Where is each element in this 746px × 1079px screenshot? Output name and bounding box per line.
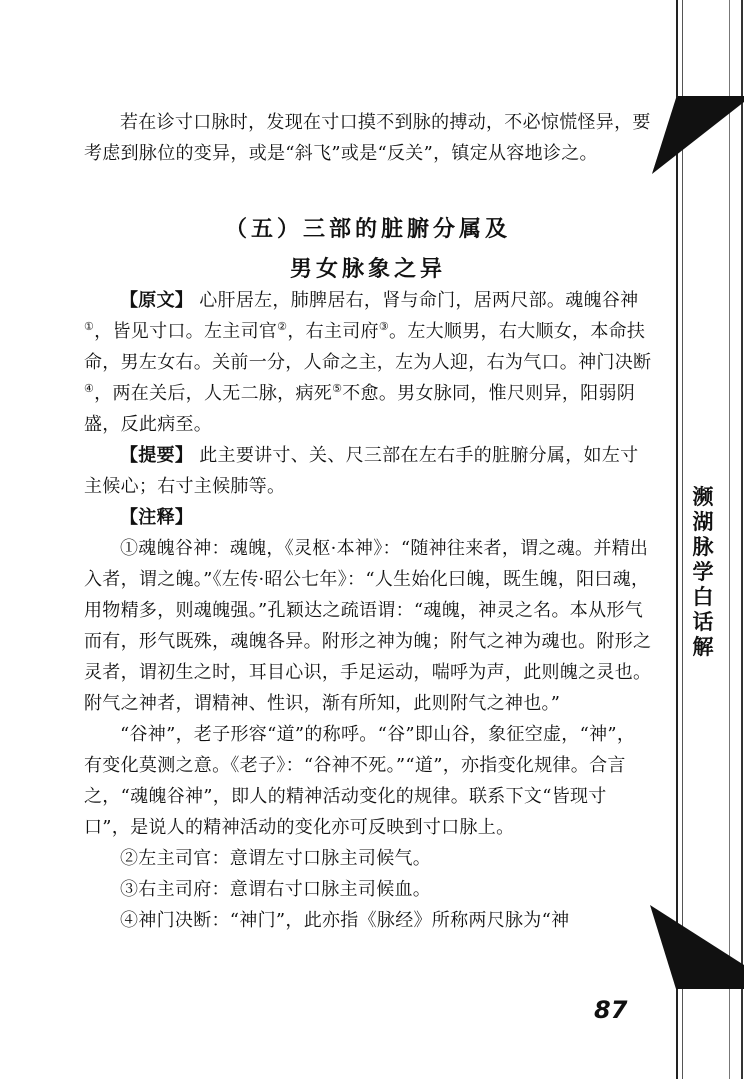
footnote-ref: ④: [84, 382, 95, 395]
yuanwen-text: ，右主司府: [287, 321, 379, 342]
note-paragraph: ③右主司府：意谓右寸口脉主司候血。: [120, 879, 432, 900]
yuanwen-text: 。左大顺男，右大顺女，本命扶命，男左女右。关前一分，人命之主，左为人迎，右为气口。神门决断: [84, 321, 652, 373]
yuanwen-text: ，皆见寸口。左主司官: [94, 321, 278, 342]
note-paragraph: ①魂魄谷神：魂魄，《灵枢·本神》：“随神往来者，谓之魂。并精出入者，谓之魄。”《左传·昭公七年》：“人生始化曰魄，既生魄，阳曰魂，用物精多，则魂魄强。”孔颖达之疏语谓：“魂魄，神灵之名。本从形气而有，形气既殊，魂魄各异。附形之神为魄；附气之神为魂也。附形之灵者，谓初生之时，耳目心识，手足运动，喘呼为声，此则魄之灵也。附气之神者，谓精神、性识，渐有所知，此则附气之神也。”: [84, 538, 652, 714]
yuanwen-text: 不愈。男女脉同，惟尺则异，阳弱阴盛，反此病至。: [84, 383, 636, 435]
zhushi-label: 【注释】: [120, 507, 194, 528]
note-paragraph: “谷神”，老子形容“道”的称呼。“谷”即山谷，象征空虚，“神”，有变化莫测之意。《老子》：“谷神不死。”“道”，亦指变化规律。合言之，“魂魄谷神”，即人的精神活动变化的规律。联系下文“皆现寸口”，是说人的精神活动的变化亦可反映到寸口脉上。: [84, 724, 636, 838]
book-title-char: 学: [692, 560, 714, 584]
note-paragraph: ②左主司官：意谓左寸口脉主司候气。: [120, 848, 432, 869]
tiyao-text: 此主要讲寸、关、尺三部在左右手的脏腑分属，如左寸主候心；右寸主候肺等。: [84, 445, 639, 497]
corner-triangle-bottom-icon: [650, 905, 744, 989]
book-title-char: 湖: [692, 510, 714, 534]
footnote-ref: ①: [84, 320, 95, 333]
footnote-ref: ②: [277, 320, 288, 333]
book-title-char: 白: [692, 585, 714, 609]
book-title-char: 话: [692, 610, 714, 634]
book-title-char: 脉: [692, 535, 714, 559]
note-paragraph: ④神门决断：“神门”，此亦指《脉经》所称两尺脉为“神: [120, 910, 570, 931]
tiyao-label: 【提要】: [120, 445, 194, 466]
footnote-ref: ⑤: [332, 382, 343, 395]
book-title-char: 解: [692, 635, 714, 659]
corner-triangle-top-icon: [652, 96, 744, 176]
book-title-char: 濒: [692, 485, 714, 509]
yuanwen-label: 【原文】: [120, 290, 194, 311]
book-title-vertical: [676, 485, 730, 660]
intro-paragraph: 若在诊寸口脉时，发现在寸口摸不到脉的搏动，不必惊慌怪异，要考虑到脉位的变异，或是“斜飞”或是“反关”，镇定从容地诊之。: [84, 112, 651, 164]
section-body: [84, 285, 652, 936]
page-number: 87: [594, 996, 628, 1024]
footnote-ref: ③: [378, 320, 390, 333]
yuanwen-paragraph: [84, 285, 652, 440]
yuanwen-text: 心肝居左，肺脾居右，肾与命门，居两尺部。魂魄谷神: [199, 290, 639, 311]
zhushi-heading: [84, 502, 652, 533]
section-heading-line2: 男女脉象之异: [289, 257, 446, 282]
section-heading-line1: （五）三部的脏腑分属及: [224, 217, 511, 242]
intro-section: [84, 107, 652, 169]
yuanwen-text: ，两在关后，人无二脉，病死: [94, 383, 333, 404]
tiyao-paragraph: [84, 440, 652, 502]
